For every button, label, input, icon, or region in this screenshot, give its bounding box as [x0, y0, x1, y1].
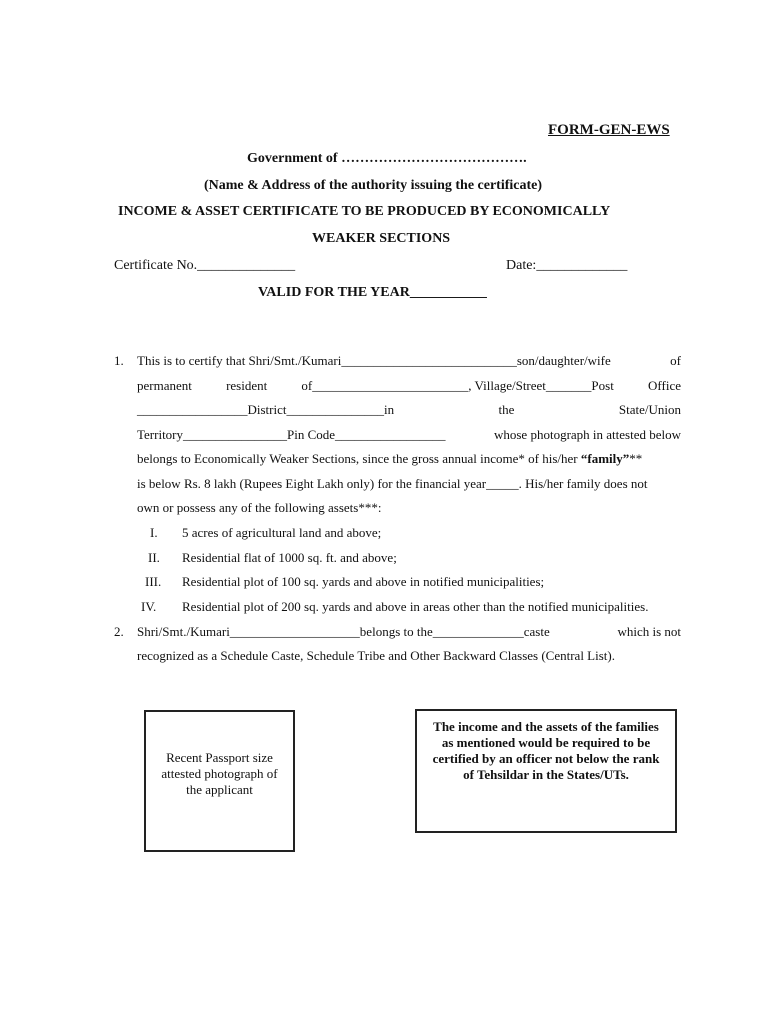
section-1-line-4-part: Territory________________Pin Code_________________ [137, 427, 446, 442]
asset-number: II. [148, 550, 160, 565]
section-2-line-1-part: which is not [617, 624, 681, 639]
section-1-line-3-part: _________________District_______________in [137, 402, 395, 417]
section-2-line-1 [137, 624, 681, 640]
asset-number: III. [145, 574, 162, 589]
asset-text: Residential flat of 1000 sq. ft. and above; [182, 550, 397, 565]
section-1-line-2-part: resident [226, 378, 268, 393]
section-1-line-2-part: permanent [137, 378, 192, 393]
section-1-number: 1. [114, 353, 124, 368]
authority-line: (Name & Address of the authority issuing the certificate) [204, 178, 543, 193]
section-2-number: 2. [114, 624, 124, 639]
asset-number: IV. [141, 599, 157, 614]
government-line: Government of …………………………………. [247, 151, 527, 166]
section-2-line-1-part: Shri/Smt./Kumari____________________belongs to the______________caste [137, 624, 550, 639]
photo-box-line: Recent Passport size [166, 750, 273, 765]
line-5-suffix: ** [629, 451, 643, 466]
valid-for-year: VALID FOR THE YEAR___________ [258, 285, 487, 300]
section-1-line-1-part: of [670, 353, 681, 368]
section-1-line-2-part: of________________________, Village/Street_______Post [301, 378, 614, 393]
photo-box-text [146, 750, 293, 798]
note-box-line: as mentioned would be required to be [441, 735, 651, 750]
section-1-line-3-part: the [498, 402, 515, 417]
date-field: Date:_____________ [506, 258, 628, 273]
section-2-line-2: recognized as a Schedule Caste, Schedule Tribe and Other Backward Classes (Central List). [137, 648, 615, 663]
note-box-line: of Tehsildar in the States/UTs. [463, 767, 629, 782]
section-1-line-3-part: State/Union [618, 402, 681, 417]
asset-number: I. [150, 525, 158, 540]
line-5-text: belongs to Economically Weaker Sections, since the gross annual income* of his/her [137, 451, 581, 466]
section-1-line-1-part: This is to certify that Shri/Smt./Kumari___________________________son/daughter/wife [137, 353, 611, 368]
note-box-line: The income and the assets of the families [433, 719, 659, 734]
section-1-line-2-part: Office [648, 378, 681, 393]
asset-text: Residential plot of 100 sq. yards and above in notified municipalities; [182, 574, 545, 589]
section-1-line-7: own or possess any of the following assets***: [137, 500, 382, 515]
photo-box-line: the applicant [186, 782, 253, 797]
section-1-line-1 [137, 353, 681, 369]
note-box-line: certified by an officer not below the rank [432, 751, 660, 766]
section-1-line-5 [137, 451, 642, 467]
certificate-number-field: Certificate No.______________ [114, 258, 296, 273]
asset-text: Residential plot of 200 sq. yards and above in areas other than the notified municipalities. [182, 599, 649, 614]
section-1-line-4-part: whose photograph in attested below [493, 427, 681, 442]
family-term: “family” [580, 451, 630, 466]
note-box-text [417, 719, 675, 783]
form-code: FORM-GEN-EWS [548, 122, 670, 138]
title-line-2: WEAKER SECTIONS [312, 231, 451, 246]
section-1-line-4 [137, 427, 681, 443]
title-line-1: INCOME & ASSET CERTIFICATE TO BE PRODUCED BY ECONOMICALLY [118, 204, 611, 219]
section-1-line-2 [137, 378, 681, 394]
section-1-line-6: is below Rs. 8 lakh (Rupees Eight Lakh only) for the financial year_____. His/her family does not [137, 476, 648, 491]
photo-box-line: attested photograph of [161, 766, 278, 781]
section-1-line-3 [137, 402, 681, 418]
asset-text: 5 acres of agricultural land and above; [182, 525, 382, 540]
